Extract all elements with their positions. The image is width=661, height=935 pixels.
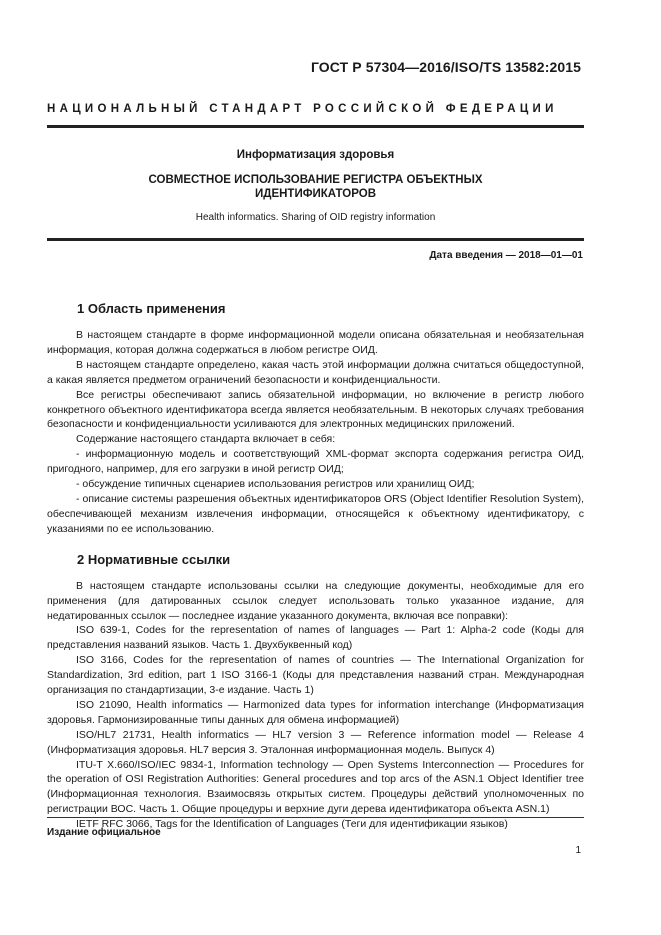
paragraph: В настоящем стандарте использованы ссылки на следующие документы, необходимые для его применения (для датированных ссылок следует использовать только указанное издание, для недатированных ссылок — последнее издание указанного документа, включая все поправки): [47,579,584,622]
paragraph: Все регистры обеспечивают запись обязательной информации, но включение в регистр любого конкретного объектного идентификатора всегда является необязательным. В некоторых случаях требования безопасности и конфиденциальности усиливаются для электронных медицинских приложений. [47,388,584,431]
introduction-date: Дата введения — 2018—01—01 [429,250,583,261]
edition-label: Издание официальное [47,827,161,838]
reference-item: ISO 21090, Health informatics — Harmonized data types for information interchange (Информатизация здоровья. Гармонизированные типы данных для обмена информацией) [47,698,584,726]
paragraph: В настоящем стандарте определено, какая часть этой информации должна считаться общедоступной, а какая является предметом ограничений безопасности и конфиденциальности. [47,358,584,386]
title-line-2: ИДЕНТИФИКАТОРОВ [254,188,376,200]
footer-rule [47,817,584,818]
list-item: - информационную модель и соответствующий XML-формат экспорта содержания регистра ОИД, пригодного, например, для его загрузки в иной регистр ОИД; [47,448,584,476]
subject-line: Информатизация здоровья [236,149,395,161]
reference-item: ISO 3166, Codes for the representation of names of countries — The International Organization for Standardization, 3rd edition, part 1 ISO 3166-1 (Коды для представления названий стран. Международная организация по стандартизации, 3-е издание. Часть 1) [47,654,584,697]
reference-item: ITU-T X.660/ISO/IEC 9834-1, Information technology — Open Systems Interconnection — Procedures for the operation of OSI Registration Authorities: General procedures and top arcs of the ASN.1 Object Identifier tree (Информационная технология. Взаимосвязь открытых систем. Процедуры действий уполномоченных по регистрации ВОС. Часть 1. Общие процедуры и верхние дуги дерева идентификатора объекта ASN.1) [47,758,584,816]
section-1-heading: 1 Область применения [77,301,226,316]
english-title: Health informatics. Sharing of OID registry information [195,212,436,223]
title-rule [47,238,584,241]
reference-item: IETF RFC 3066, Tags for the Identification of Languages (Теги для идентификации языков) [76,818,508,831]
title-line-1: СОВМЕСТНОЕ ИСПОЛЬЗОВАНИЕ РЕГИСТРА ОБЪЕКТНЫХ [148,174,483,186]
paragraph: В настоящем стандарте в форме информационной модели описана обязательная и необязательная информация, которая должна содержаться в любом регистре ОИД. [47,329,584,356]
national-standard-banner: НАЦИОНАЛЬНЫЙ СТАНДАРТ РОССИЙСКОЙ ФЕДЕРАЦИИ [47,103,558,115]
paragraph: Содержание настоящего стандарта включает в себя: [76,433,336,446]
header-rule [47,125,584,128]
list-item: - обсуждение типичных сценариев использования регистров или хранилищ ОИД; [76,478,475,491]
document-title [47,173,584,201]
document-id: ГОСТ Р 57304—2016/ISO/TS 13582:2015 [310,59,581,75]
section-2-heading: 2 Нормативные ссылки [77,551,231,567]
reference-item: ISO/HL7 21731, Health informatics — HL7 version 3 — Reference information model — Release 4 (Информатизация здоровья. HL7 версия 3. Эталонная информационная модель. Выпуск 4) [47,728,584,756]
list-item: - описание системы разрешения объектных идентификаторов ORS (Object Identifier Resolution System), обеспечивающей механизм извлечения информации, относящейся к объектному идентификатору, с указаниями по ее использованию. [47,492,584,535]
reference-item: ISO 639-1, Codes for the representation of names of languages — Part 1: Alpha-2 code (Коды для представления названий языков. Часть 1. Двухбуквенный код) [47,624,584,652]
page-number: 1 [575,845,581,856]
document-body [47,300,584,832]
